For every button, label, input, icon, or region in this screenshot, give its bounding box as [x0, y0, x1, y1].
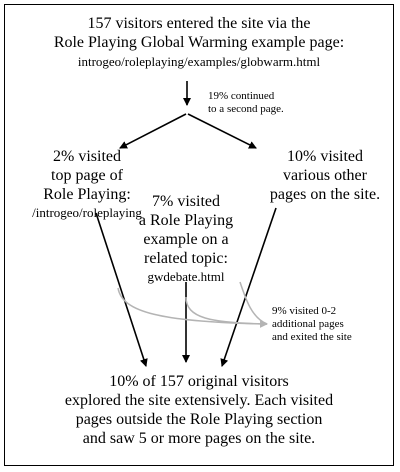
top-page-line-3: Role Playing: [43, 185, 131, 203]
top-page-line-2: top page of [51, 166, 123, 184]
continued-line-1: 19% continued [208, 90, 275, 102]
entry-path: introgeo/roleplaying/examples/globwarm.html [77, 53, 321, 69]
extensive-line-2: explored the site extensively. Each visited [64, 391, 334, 409]
extensive-node [4, 373, 394, 449]
other-pages-line-2: various other [283, 166, 367, 184]
extensive-line-4: and saw 5 or more pages on the site. [82, 429, 316, 447]
top-page-line-1: 2% visited [53, 148, 121, 165]
other-pages-line-1: 10% visited [287, 148, 363, 165]
related-line-3: example on a [143, 230, 229, 248]
related-line-1: 7% visited [152, 193, 220, 210]
related-example-node [126, 193, 246, 284]
exited-line-2: additional pages [272, 317, 344, 330]
arrow-split-to-other-pages [188, 114, 256, 148]
extensive-line-1: 10% of 157 original visitors [109, 373, 289, 390]
exited-line-1: 9% visited 0-2 [272, 305, 337, 317]
entry-line-1: 157 visitors entered the site via the [87, 15, 311, 32]
related-line-2: a Role Playing [138, 211, 234, 229]
exit-curve-from-related [186, 297, 267, 324]
other-pages-line-3: pages on the site. [269, 185, 381, 203]
extensive-line-3: pages outside the Role Playing section [75, 410, 323, 428]
entry-node [4, 15, 394, 69]
continued-note [208, 90, 284, 116]
other-pages-node [262, 148, 388, 205]
related-line-4: related topic: [144, 249, 228, 267]
top-page-path: /introgeo/roleplaying [32, 204, 142, 220]
continued-line-2: to a second page. [208, 102, 284, 115]
exited-note [272, 305, 352, 344]
exited-line-3: and exited the site [272, 330, 352, 343]
entry-line-2: Role Playing Global Warming example page: [53, 33, 345, 51]
related-path: gwdebate.html [147, 268, 225, 284]
arrow-split-to-top-page [120, 114, 186, 148]
